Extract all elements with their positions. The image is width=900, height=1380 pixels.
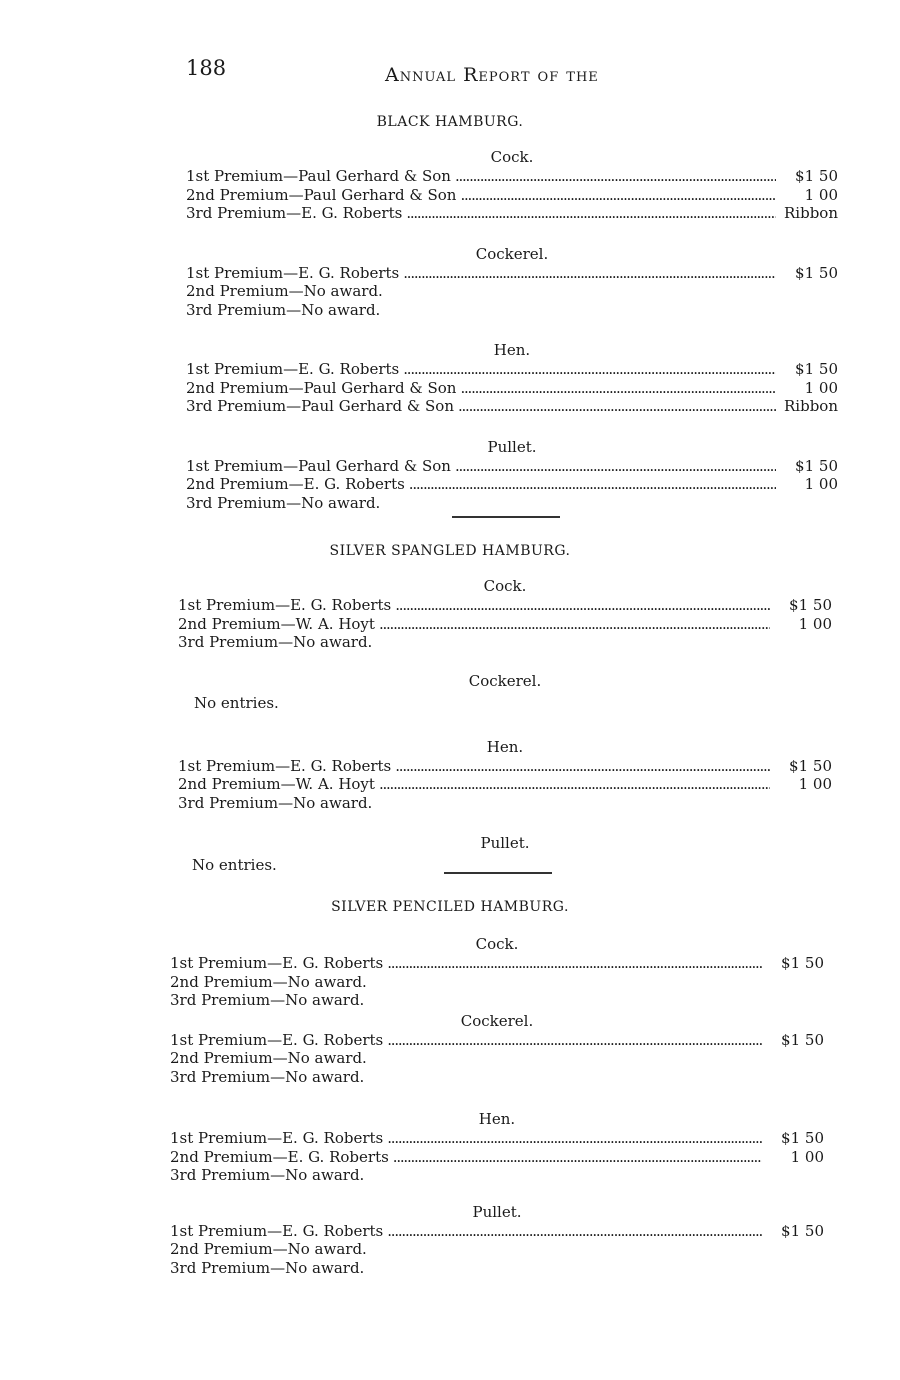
entry-row: [186, 457, 838, 476]
entry-label: 1st Premium—E. G. Roberts: [178, 596, 392, 614]
entry-label: 2nd Premium—No award.: [170, 1049, 367, 1067]
leader-dots: [387, 1129, 762, 1147]
entry-row: [170, 954, 824, 973]
running-title: Annual Report of the: [385, 64, 599, 86]
class-title: Cock.: [483, 577, 527, 595]
class-title: Pullet.: [487, 437, 537, 456]
leader-dots: [387, 954, 762, 972]
breed-heading: SILVER PENCILED HAMBURG.: [331, 899, 569, 915]
entry-amount: $1 50: [795, 263, 838, 282]
entry-row: [178, 757, 832, 776]
leader-dots: [409, 475, 776, 493]
entry-row: [186, 186, 838, 205]
section-silver-spangled-hamburg: [0, 543, 900, 874]
leader-dots: [395, 757, 770, 775]
class-title: Cockerel.: [468, 671, 542, 690]
class-title: Pullet.: [480, 834, 530, 852]
entry-amount: $1 50: [795, 167, 838, 185]
entry-row: [186, 282, 838, 301]
breed-heading: BLACK HAMBURG.: [376, 114, 524, 130]
no-entries-note: No entries.: [194, 693, 279, 712]
class-title: Cockerel.: [475, 244, 549, 263]
entry-label: 3rd Premium—Paul Gerhard & Son: [186, 397, 454, 415]
entry-label: 2nd Premium—Paul Gerhard & Son: [186, 378, 457, 397]
entry-row: [170, 973, 824, 992]
entry-amount: 1 00: [798, 614, 832, 633]
entry-label: 3rd Premium—No award.: [170, 1067, 365, 1086]
section-silver-penciled-hamburg: [0, 899, 900, 1277]
entry-label: 1st Premium—E. G. Roberts: [170, 1129, 384, 1147]
leader-dots: [406, 204, 776, 222]
entry-label: 2nd Premium—No award.: [186, 282, 383, 300]
entry-label: 3rd Premium—No award.: [186, 493, 381, 512]
entry-amount: Ribbon: [784, 397, 838, 415]
entry-amount: $1 50: [789, 596, 832, 614]
entry-label: 3rd Premium—No award.: [170, 1258, 365, 1277]
entry-row: [178, 775, 832, 794]
entry-row: [186, 204, 838, 223]
entry-row: [186, 397, 838, 416]
section-divider: [452, 516, 560, 518]
entry-label: 1st Premium—E. G. Roberts: [178, 756, 392, 775]
class-title: Hen.: [486, 737, 524, 756]
entry-label: 2nd Premium—Paul Gerhard & Son: [186, 185, 457, 204]
entry-label: 1st Premium—E. G. Roberts: [170, 1030, 384, 1049]
entry-row: [186, 360, 838, 379]
entry-label: 1st Premium—E. G. Roberts: [170, 1221, 384, 1240]
entry-label: 1st Premium—E. G. Roberts: [170, 954, 384, 972]
entry-row: [186, 475, 838, 494]
entry-row: [170, 1031, 824, 1050]
class-title: Cock.: [490, 148, 534, 166]
entry-row: [170, 1049, 824, 1068]
section-black-hamburg: [0, 114, 900, 512]
entry-amount: $1 50: [781, 1030, 824, 1049]
entry-amount: $1 50: [781, 1221, 824, 1240]
class-group: [178, 577, 832, 874]
entry-label: 3rd Premium—No award.: [170, 991, 365, 1009]
class-title: Cockerel.: [460, 1011, 534, 1030]
entry-row: [178, 615, 832, 634]
entry-amount: $1 50: [781, 954, 824, 972]
entry-label: 1st Premium—Paul Gerhard & Son: [186, 456, 451, 475]
entry-row: [170, 1129, 824, 1148]
leader-dots: [387, 1222, 762, 1240]
class-title: Hen.: [493, 341, 531, 359]
entry-row: [170, 991, 824, 1010]
entry-amount: $1 50: [795, 456, 838, 475]
entry-amount: 1 00: [804, 475, 838, 493]
entry-row: [170, 1068, 824, 1087]
entry-amount: 1 00: [804, 185, 838, 204]
entry-label: 2nd Premium—E. G. Roberts: [170, 1147, 389, 1166]
entry-row: [170, 1259, 824, 1278]
no-entries-note: No entries.: [192, 856, 277, 874]
entry-row: [186, 264, 838, 283]
leader-dots: [403, 360, 776, 378]
entry-label: 1st Premium—E. G. Roberts: [186, 263, 400, 282]
leader-dots: [379, 775, 770, 793]
entry-row: [170, 1148, 824, 1167]
class-group: [170, 935, 824, 1277]
entry-label: 3rd Premium—No award.: [186, 300, 381, 319]
entry-amount: 1 00: [804, 378, 838, 397]
leader-dots: [460, 186, 776, 204]
entry-row: [178, 633, 832, 652]
entry-label: 1st Premium—Paul Gerhard & Son: [186, 167, 451, 185]
entry-amount: 1 00: [790, 1147, 824, 1166]
entry-label: 2nd Premium—W. A. Hoyt: [178, 775, 375, 793]
entry-amount: $1 50: [789, 756, 832, 775]
entry-amount: $1 50: [781, 1129, 824, 1147]
entry-row: [170, 1240, 824, 1259]
entry-label: 3rd Premium—No award.: [178, 633, 373, 651]
entry-label: 3rd Premium—No award.: [170, 1166, 365, 1184]
entry-row: [186, 301, 838, 320]
leader-dots: [458, 397, 776, 415]
leader-dots: [455, 457, 776, 475]
entry-row: [186, 494, 838, 513]
entry-amount: 1 00: [798, 775, 832, 793]
class-title: Cock.: [475, 935, 519, 953]
entry-row: [186, 379, 838, 398]
entry-label: 2nd Premium—E. G. Roberts: [186, 475, 405, 493]
class-title: Pullet.: [472, 1202, 522, 1221]
entry-label: 2nd Premium—No award.: [170, 1240, 367, 1258]
leader-dots: [379, 615, 770, 633]
entry-row: [178, 596, 832, 615]
page-number: 188: [186, 56, 227, 80]
entry-label: 2nd Premium—W. A. Hoyt: [178, 614, 375, 633]
class-group: [186, 148, 838, 512]
entry-row: [170, 1222, 824, 1241]
leader-dots: [395, 596, 770, 614]
leader-dots: [393, 1148, 762, 1166]
entry-amount: Ribbon: [784, 204, 838, 222]
leader-dots: [455, 167, 776, 185]
leader-dots: [387, 1031, 762, 1049]
entry-label: 3rd Premium—E. G. Roberts: [186, 204, 403, 222]
entry-row: [170, 1166, 824, 1185]
entry-label: 3rd Premium—No award.: [178, 793, 373, 812]
leader-dots: [403, 264, 776, 282]
entry-label: 1st Premium—E. G. Roberts: [186, 360, 400, 378]
entry-amount: $1 50: [795, 360, 838, 378]
entry-label: 2nd Premium—No award.: [170, 972, 367, 991]
class-title: Hen.: [478, 1110, 516, 1128]
leader-dots: [460, 379, 776, 397]
breed-heading: SILVER SPANGLED HAMBURG.: [329, 543, 571, 559]
section-divider: [444, 872, 552, 874]
entry-row: [186, 167, 838, 186]
entry-row: [178, 794, 832, 813]
